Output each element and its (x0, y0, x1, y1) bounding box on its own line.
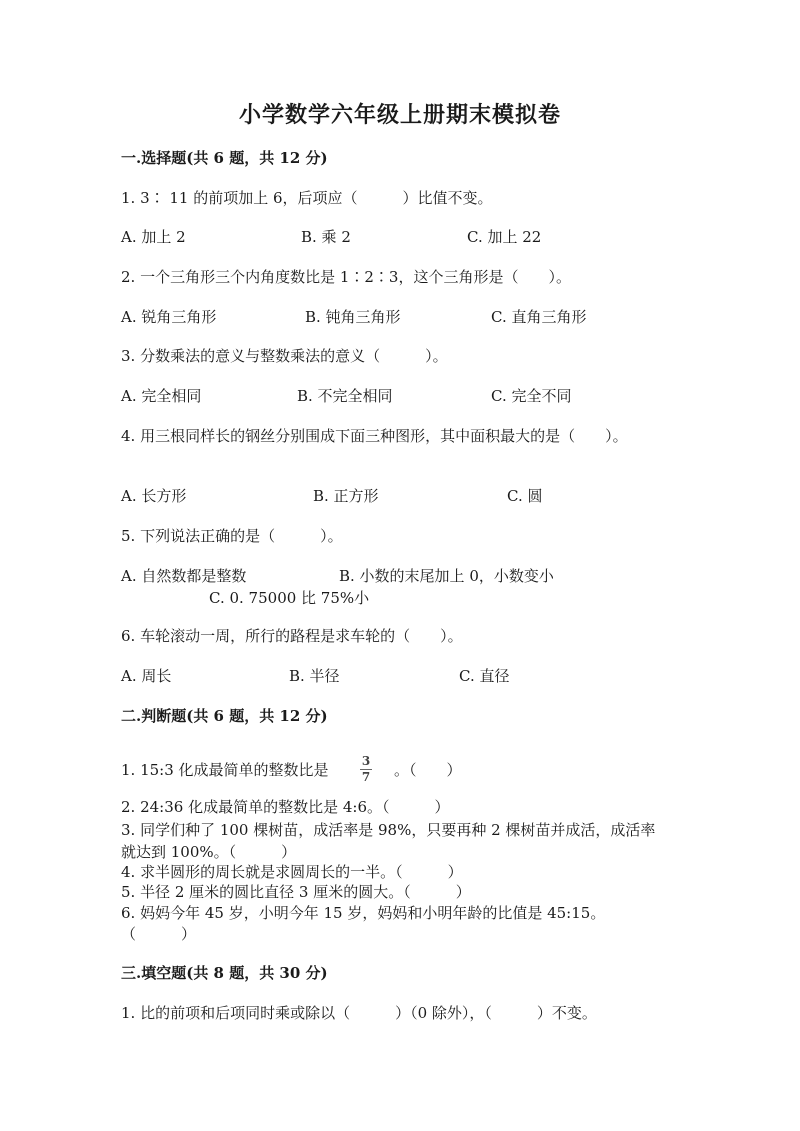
option-a: A. 自然数都是整数 (121, 567, 247, 585)
option-b: B. 正方形 (313, 487, 379, 505)
question-stem: 4. 用三根同样长的钢丝分别围成下面三种图形，其中面积最大的是（ ）。 (121, 427, 628, 445)
judgment-item: 1. 15:3 化成最简单的整数比是 (121, 761, 329, 779)
option-a: A. 完全相同 (121, 387, 202, 405)
option-b: B. 钝角三角形 (305, 308, 401, 326)
question-stem: 2. 一个三角形三个内角度数比是 1∶2∶3，这个三角形是（ ）。 (121, 268, 571, 286)
page-title: 小学数学六年级上册期末模拟卷 (238, 102, 561, 128)
option-a: A. 周长 (121, 667, 172, 685)
section-heading-judgment: 二.判断题(共 6 题，共 12 分) (121, 707, 328, 725)
judgment-item-continued: 就达到 100%。（ ） (121, 843, 297, 861)
question-stem: 5. 下列说法正确的是（ ）。 (121, 527, 343, 545)
section-heading-fill: 三.填空题(共 8 题，共 30 分) (121, 964, 328, 982)
question-stem: 6. 车轮滚动一周，所行的路程是求车轮的（ ）。 (121, 627, 463, 645)
option-c: C. 加上 22 (467, 228, 542, 246)
fraction-numerator: 3 (361, 754, 371, 768)
option-a: A. 锐角三角形 (121, 308, 217, 326)
option-a: A. 长方形 (121, 487, 187, 505)
option-b: B. 小数的末尾加上 0，小数变小 (339, 567, 554, 585)
fraction (356, 755, 376, 784)
judgment-item: 5. 半径 2 厘米的圆比直径 3 厘米的圆大。（ ） (121, 883, 471, 901)
question-stem: 3. 分数乘法的意义与整数乘法的意义（ ）。 (121, 347, 448, 365)
judgment-item: 6. 妈妈今年 45 岁，小明今年 15 岁，妈妈和小明年龄的比值是 45:15。 (121, 904, 606, 922)
option-c: C. 0. 75000 比 75%小 (209, 589, 370, 607)
judgment-item: 3. 同学们种了 100 棵树苗，成活率是 98%，只要再种 2 棵树苗并成活，成活率 (121, 821, 656, 839)
option-b: B. 乘 2 (301, 228, 351, 246)
option-c: C. 直径 (459, 667, 510, 685)
fill-item: 1. 比的前项和后项同时乘或除以（ ）（0 除外），（ ）不变。 (121, 1004, 597, 1022)
option-c: C. 完全不同 (491, 387, 572, 405)
option-c: C. 直角三角形 (491, 308, 587, 326)
question-stem: 1. 3∶ 11 的前项加上 6，后项应（ ）比值不变。 (121, 189, 493, 207)
judgment-item: 2. 24:36 化成最简单的整数比是 4:6。（ ） (121, 798, 450, 816)
judgment-item-tail: 。（ ） (394, 761, 462, 779)
option-b: B. 不完全相同 (297, 387, 393, 405)
judgment-item-continued: （ ） (121, 925, 197, 943)
section-heading-choice: 一.选择题(共 6 题，共 12 分) (121, 149, 328, 167)
judgment-item: 4. 求半圆形的周长就是求圆周长的一半。（ ） (121, 863, 463, 881)
option-a: A. 加上 2 (121, 228, 186, 246)
option-c: C. 圆 (507, 487, 543, 505)
option-b: B. 半径 (289, 667, 340, 685)
fraction-denominator: 7 (361, 770, 371, 784)
